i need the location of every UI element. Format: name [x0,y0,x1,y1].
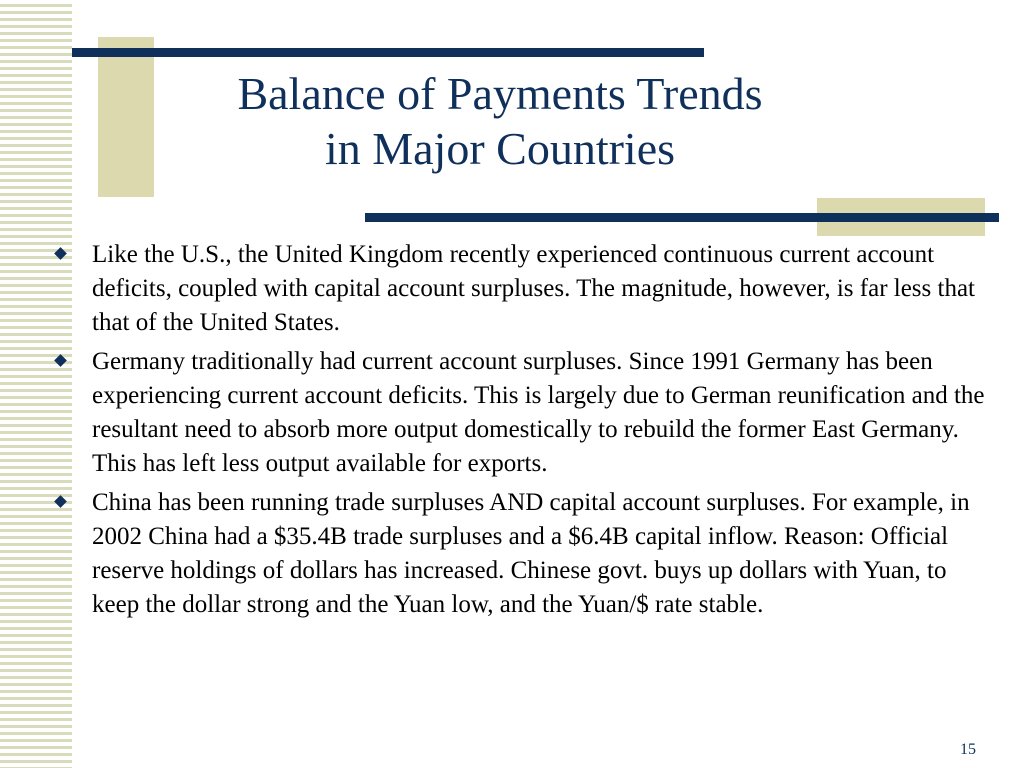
decorative-tan-block-top [98,37,154,197]
decorative-navy-bar-bottom [365,213,999,222]
bullet-text: Germany traditionally had current account surpluses. Since 1991 Germany has been experiencing current account deficits. This is largely due to German reunification and the resultant need to absorb more output domestically to rebuild the former East Germany. This has left less output available for exports. [92,348,985,477]
page-number: 15 [960,741,976,758]
slide-title-line-2: in Major Countries [324,123,676,174]
bullet-list [52,238,997,627]
diamond-bullet-icon [54,247,67,260]
diamond-bullet-icon [54,495,67,508]
slide-title-line-1: Balance of Payments Trends [237,68,763,119]
slide-title [150,66,850,176]
bullet-item [52,238,997,340]
bullet-item [52,345,997,481]
bullet-item [52,486,997,622]
bullet-text: China has been running trade surpluses AND capital account surpluses. For example, in 2002 China had a $35.4B trade surpluses and a $6.4B capital inflow. Reason: Official reserve holdings of dollars has increased. Chinese govt. buys up dollars with Yuan, to keep the dollar strong and the Yuan low, and the Yuan/$ rate stable. [92,489,970,618]
bullet-text: Like the U.S., the United Kingdom recently experienced continuous current account deficits, coupled with capital account surpluses. The magnitude, however, is far less that that of the United States. [92,241,976,336]
decorative-navy-bar-top [72,48,704,57]
diamond-bullet-icon [54,354,67,367]
